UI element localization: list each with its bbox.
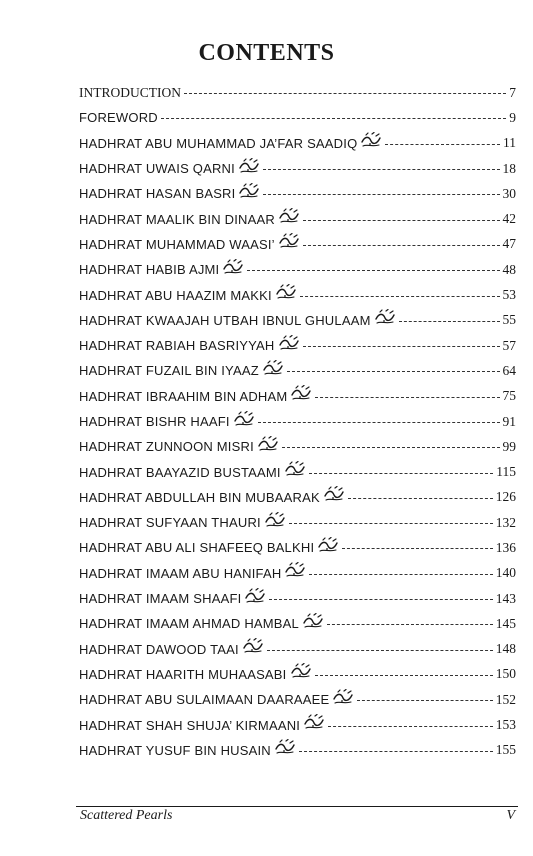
toc-entry-page: 153 — [495, 717, 516, 733]
toc-entry[interactable] — [79, 485, 516, 510]
toc-entry-page: 148 — [495, 641, 516, 657]
dot-leader — [328, 726, 493, 727]
toc-entry-page: 140 — [495, 565, 516, 581]
toc-entry-page: 47 — [502, 236, 516, 252]
honorific-calligraphy-icon — [264, 512, 286, 528]
dot-leader — [303, 220, 500, 221]
dot-leader — [342, 548, 492, 549]
dot-leader — [309, 473, 494, 474]
toc-entry-label: HADHRAT SHAH SHUJA’ KIRMAANI — [79, 717, 301, 733]
honorific-calligraphy-icon — [278, 233, 300, 249]
toc-entry-label: HADHRAT BAAYAZID BUSTAAMI — [79, 464, 281, 480]
toc-entry-page: 75 — [502, 388, 516, 404]
toc-entry-label: INTRODUCTION — [79, 84, 181, 100]
honorific-calligraphy-icon — [284, 562, 306, 578]
honorific-calligraphy-icon — [238, 183, 260, 199]
honorific-calligraphy-icon — [374, 309, 396, 325]
dot-leader — [289, 523, 493, 524]
dot-leader — [303, 245, 500, 246]
dot-leader — [263, 194, 499, 195]
toc-entry-page: 42 — [502, 211, 516, 227]
dot-leader — [327, 624, 493, 625]
toc-entry-label: HADHRAT ABU MUHAMMAD JA’FAR SAADIQ — [79, 135, 358, 151]
footer-book-title: Scattered Pearls — [80, 808, 173, 823]
toc-entry[interactable] — [79, 687, 516, 712]
toc-entry[interactable] — [79, 434, 516, 459]
toc-entry-page: 7 — [509, 84, 516, 100]
toc-entry-page: 55 — [502, 312, 516, 328]
dot-leader — [315, 397, 499, 398]
dot-leader — [267, 650, 493, 651]
honorific-calligraphy-icon — [290, 385, 312, 401]
toc-entry-page: 9 — [509, 109, 516, 125]
toc-entry-page: 143 — [495, 590, 516, 606]
toc-entry-page: 30 — [502, 185, 516, 201]
toc-entry-page: 115 — [496, 464, 516, 480]
honorific-calligraphy-icon — [257, 436, 279, 452]
toc-entry[interactable] — [79, 535, 516, 560]
honorific-calligraphy-icon — [323, 486, 345, 502]
honorific-calligraphy-icon — [262, 360, 284, 376]
toc-entry[interactable] — [79, 409, 516, 434]
toc-entry[interactable] — [79, 561, 516, 586]
toc-entry[interactable] — [79, 384, 516, 409]
honorific-calligraphy-icon — [290, 663, 312, 679]
toc-entry[interactable] — [79, 131, 516, 156]
toc-entry-page: 152 — [495, 691, 516, 707]
toc-entry-label: HADHRAT HASAN BASRI — [79, 186, 236, 202]
dot-leader — [348, 498, 493, 499]
toc-entry-label: HADHRAT SUFYAAN THAURI — [79, 515, 261, 531]
page-title: CONTENTS — [198, 40, 335, 66]
toc-entry-page: 53 — [502, 287, 516, 303]
toc-entry-label: HADHRAT KWAAJAH UTBAH IBNUL GHULAAM — [79, 312, 371, 328]
toc-entry-page: 132 — [495, 514, 516, 530]
toc-entry-page: 64 — [502, 362, 516, 378]
dot-leader — [299, 751, 493, 752]
dot-leader — [300, 296, 500, 297]
honorific-calligraphy-icon — [317, 537, 339, 553]
honorific-calligraphy-icon — [278, 208, 300, 224]
honorific-calligraphy-icon — [360, 132, 382, 148]
toc-entry-label: HADHRAT MAALIK BIN DINAAR — [79, 211, 275, 227]
dot-leader — [258, 422, 500, 423]
toc-entry[interactable] — [79, 333, 516, 358]
toc-entry-page: 145 — [495, 615, 516, 631]
dot-leader — [357, 700, 492, 701]
toc-entry-label: FOREWORD — [79, 110, 158, 126]
toc-entry[interactable] — [79, 206, 516, 231]
toc-entry-page: 150 — [495, 666, 516, 682]
toc-entry-label: HADHRAT ABU ALI SHAFEEQ BALKHI — [79, 540, 315, 556]
toc-entry-label: HADHRAT DAWOOD TAAI — [79, 641, 239, 657]
toc-entry[interactable] — [79, 308, 516, 333]
honorific-calligraphy-icon — [244, 588, 266, 604]
toc-entry[interactable] — [79, 80, 516, 105]
honorific-calligraphy-icon — [332, 689, 354, 705]
honorific-calligraphy-icon — [303, 714, 325, 730]
toc-entry-page: 136 — [495, 539, 516, 555]
toc-entry-label: HADHRAT IBRAAHIM BIN ADHAM — [79, 388, 288, 404]
toc-entry-label: HADHRAT MUHAMMAD WAASI’ — [79, 236, 275, 252]
toc-entry-page: 155 — [495, 742, 516, 758]
honorific-calligraphy-icon — [278, 335, 300, 351]
honorific-calligraphy-icon — [274, 739, 296, 755]
toc-entry[interactable] — [79, 282, 516, 307]
toc-entry-page: 91 — [502, 413, 516, 429]
table-of-contents — [79, 80, 516, 763]
toc-entry-page: 126 — [495, 489, 516, 505]
toc-entry-label: HADHRAT ZUNNOON MISRI — [79, 439, 254, 455]
toc-entry-label: HADHRAT RABIAH BASRIYYAH — [79, 338, 275, 354]
dot-leader — [315, 675, 493, 676]
toc-entry-label: HADHRAT BISHR HAAFI — [79, 414, 230, 429]
footer-page-number: V — [506, 808, 515, 823]
dot-leader — [282, 447, 500, 448]
honorific-calligraphy-icon — [222, 259, 244, 275]
toc-entry[interactable] — [79, 156, 516, 181]
dot-leader — [184, 93, 506, 94]
toc-entry[interactable] — [79, 738, 516, 763]
toc-entry-page: 11 — [503, 135, 516, 151]
toc-entry-label: HADHRAT ABU SULAIMAAN DAARAAEE — [79, 692, 330, 708]
dot-leader — [385, 144, 500, 145]
dot-leader — [161, 118, 506, 119]
toc-entry[interactable] — [79, 611, 516, 636]
honorific-calligraphy-icon — [302, 613, 324, 629]
honorific-calligraphy-icon — [238, 158, 260, 174]
honorific-calligraphy-icon — [284, 461, 306, 477]
toc-entry-page: 57 — [502, 337, 516, 353]
toc-entry[interactable] — [79, 712, 516, 737]
toc-entry-label: HADHRAT FUZAIL BIN IYAAZ — [79, 363, 259, 379]
dot-leader — [309, 574, 492, 575]
toc-entry-label: HADHRAT HAARITH MUHAASABI — [79, 666, 287, 682]
toc-entry-label: HADHRAT ABDULLAH BIN MUBAARAK — [79, 489, 320, 505]
toc-entry-label: HADHRAT UWAIS QARNI — [79, 161, 235, 177]
dot-leader — [263, 169, 500, 170]
toc-entry-page: 48 — [502, 261, 516, 277]
toc-entry[interactable] — [79, 105, 516, 130]
dot-leader — [399, 321, 500, 322]
toc-entry[interactable] — [79, 181, 516, 206]
toc-entry[interactable] — [79, 459, 516, 484]
toc-entry-label: HADHRAT IMAAM AHMAD HAMBAL — [79, 616, 299, 632]
toc-entry[interactable] — [79, 257, 516, 282]
honorific-calligraphy-icon — [275, 284, 297, 300]
dot-leader — [269, 599, 492, 600]
dot-leader — [287, 371, 500, 372]
toc-entry[interactable] — [79, 662, 516, 687]
toc-entry-page: 18 — [502, 160, 516, 176]
toc-entry-label: HADHRAT HABIB AJMI — [79, 262, 220, 278]
toc-entry-label: HADHRAT YUSUF BIN HUSAIN — [79, 742, 271, 758]
footer-rule — [76, 806, 518, 807]
honorific-calligraphy-icon — [242, 638, 264, 654]
dot-leader — [303, 346, 500, 347]
toc-entry-label: HADHRAT IMAAM SHAAFI — [79, 591, 242, 607]
toc-entry-label: HADHRAT ABU HAAZIM MAKKI — [79, 287, 272, 303]
toc-entry[interactable] — [79, 358, 516, 383]
toc-entry-page: 99 — [502, 438, 516, 454]
toc-entry[interactable] — [79, 510, 516, 535]
toc-entry[interactable] — [79, 586, 516, 611]
toc-entry[interactable] — [79, 232, 516, 257]
dot-leader — [247, 270, 499, 271]
toc-entry-label: HADHRAT IMAAM ABU HANIFAH — [79, 565, 282, 581]
toc-entry[interactable] — [79, 637, 516, 662]
honorific-calligraphy-icon — [233, 411, 255, 427]
